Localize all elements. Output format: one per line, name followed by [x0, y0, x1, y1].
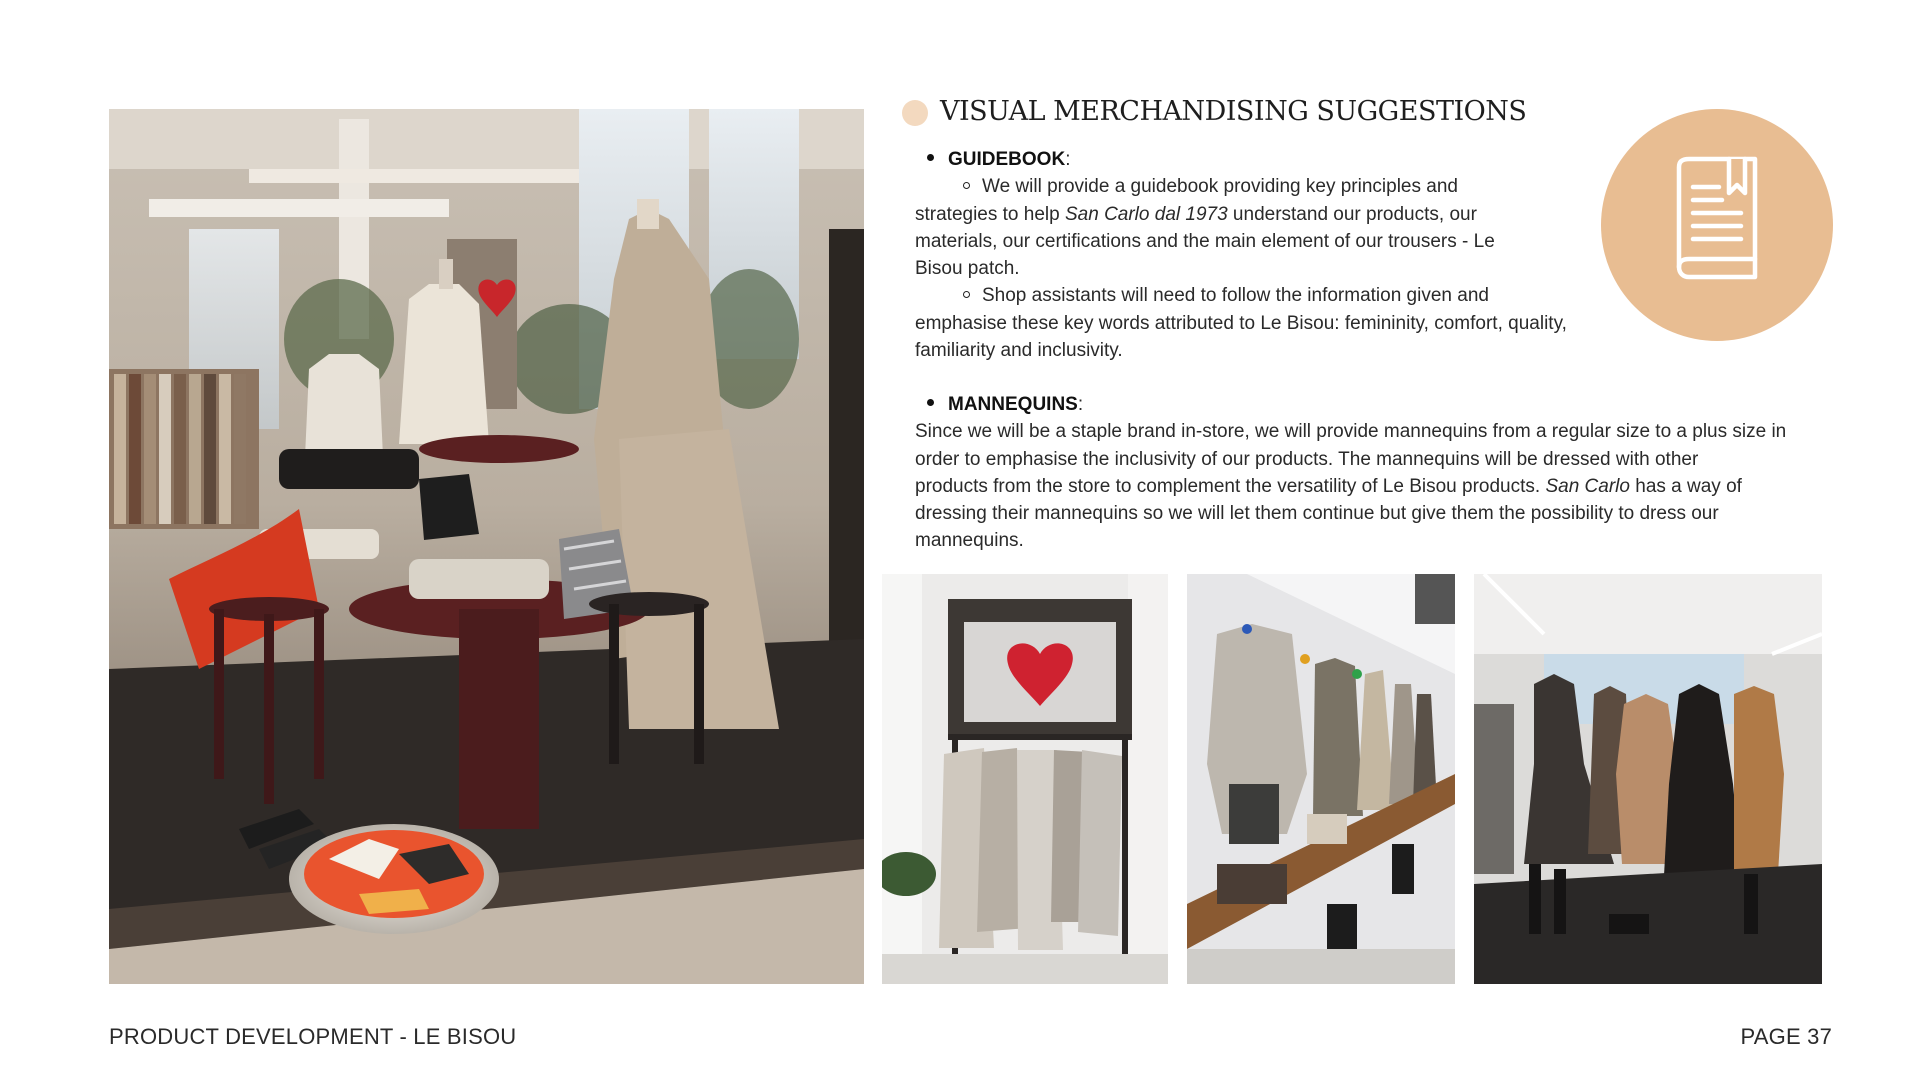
brand-name-italic: San Carlo dal 1973 [1064, 203, 1228, 225]
mannequins-photo [1474, 574, 1822, 984]
bullet-icon [927, 399, 934, 406]
mannequins-line-4: dressing their mannequins so we will let them continue but give them the possibility to dress our [915, 503, 1719, 525]
guidebook-item-2-line-3: familiarity and inclusivity. [915, 340, 1123, 362]
coat-rack-photo [882, 574, 1168, 984]
sub-bullet-icon [963, 182, 970, 189]
store-display-photo [109, 109, 864, 984]
mannequins-line-2: order to emphasise the inclusivity of our products. The mannequins will be dressed with other [915, 448, 1699, 470]
mannequins-line-5: mannequins. [915, 530, 1024, 552]
title-bullet-icon [902, 100, 928, 126]
guidebook-item-1-line-3: materials, our certifications and the main element of our trousers - Le [915, 230, 1495, 252]
guidebook-heading: GUIDEBOOK [948, 149, 1066, 170]
brand-name-italic: San Carlo [1545, 475, 1630, 497]
text-fragment: strategies to help [915, 203, 1065, 225]
guidebook-item-2-line-2: emphasise these key words attributed to Le Bisou: femininity, comfort, quality, [915, 312, 1567, 334]
footer-document-title: PRODUCT DEVELOPMENT - LE BISOU [109, 1024, 517, 1049]
text-fragment: understand our products, our [1227, 203, 1477, 225]
sub-bullet-icon [963, 291, 970, 298]
book-icon-badge [1601, 109, 1833, 341]
mannequins-line-1: Since we will be a staple brand in-store, we will provide mannequins from a regular size to a plus size in [915, 421, 1787, 443]
guidebook-item-2-text: Shop assistants will need to follow the information given and [982, 285, 1489, 307]
guidebook-colon: : [1065, 149, 1071, 170]
guidebook-section [915, 146, 1615, 364]
book-icon [1667, 153, 1767, 293]
mannequins-heading-row [915, 391, 1835, 418]
wall-display-photo [1187, 574, 1455, 984]
mannequins-line-3 [915, 473, 1835, 500]
guidebook-heading-row [915, 146, 1615, 173]
guidebook-item-1-text: We will provide a guidebook providing key principles and [982, 176, 1458, 198]
mannequins-colon: : [1077, 394, 1084, 415]
mannequins-heading: MANNEQUINS [948, 394, 1078, 415]
guidebook-item-1-line-2 [915, 201, 1615, 228]
guidebook-item-2-line-1 [915, 282, 1615, 309]
text-fragment: products from the store to complement the versatility of Le Bisou products. [915, 475, 1546, 497]
footer-page-number: PAGE 37 [1740, 1024, 1832, 1049]
text-fragment: has a way of [1629, 475, 1742, 497]
mannequins-section [915, 391, 1835, 555]
guidebook-item-1-line-4: Bisou patch. [915, 258, 1020, 280]
page-title: VISUAL MERCHANDISING SUGGESTIONS [940, 96, 1527, 127]
bullet-icon [927, 154, 934, 161]
guidebook-item-1-line-1 [915, 173, 1615, 200]
